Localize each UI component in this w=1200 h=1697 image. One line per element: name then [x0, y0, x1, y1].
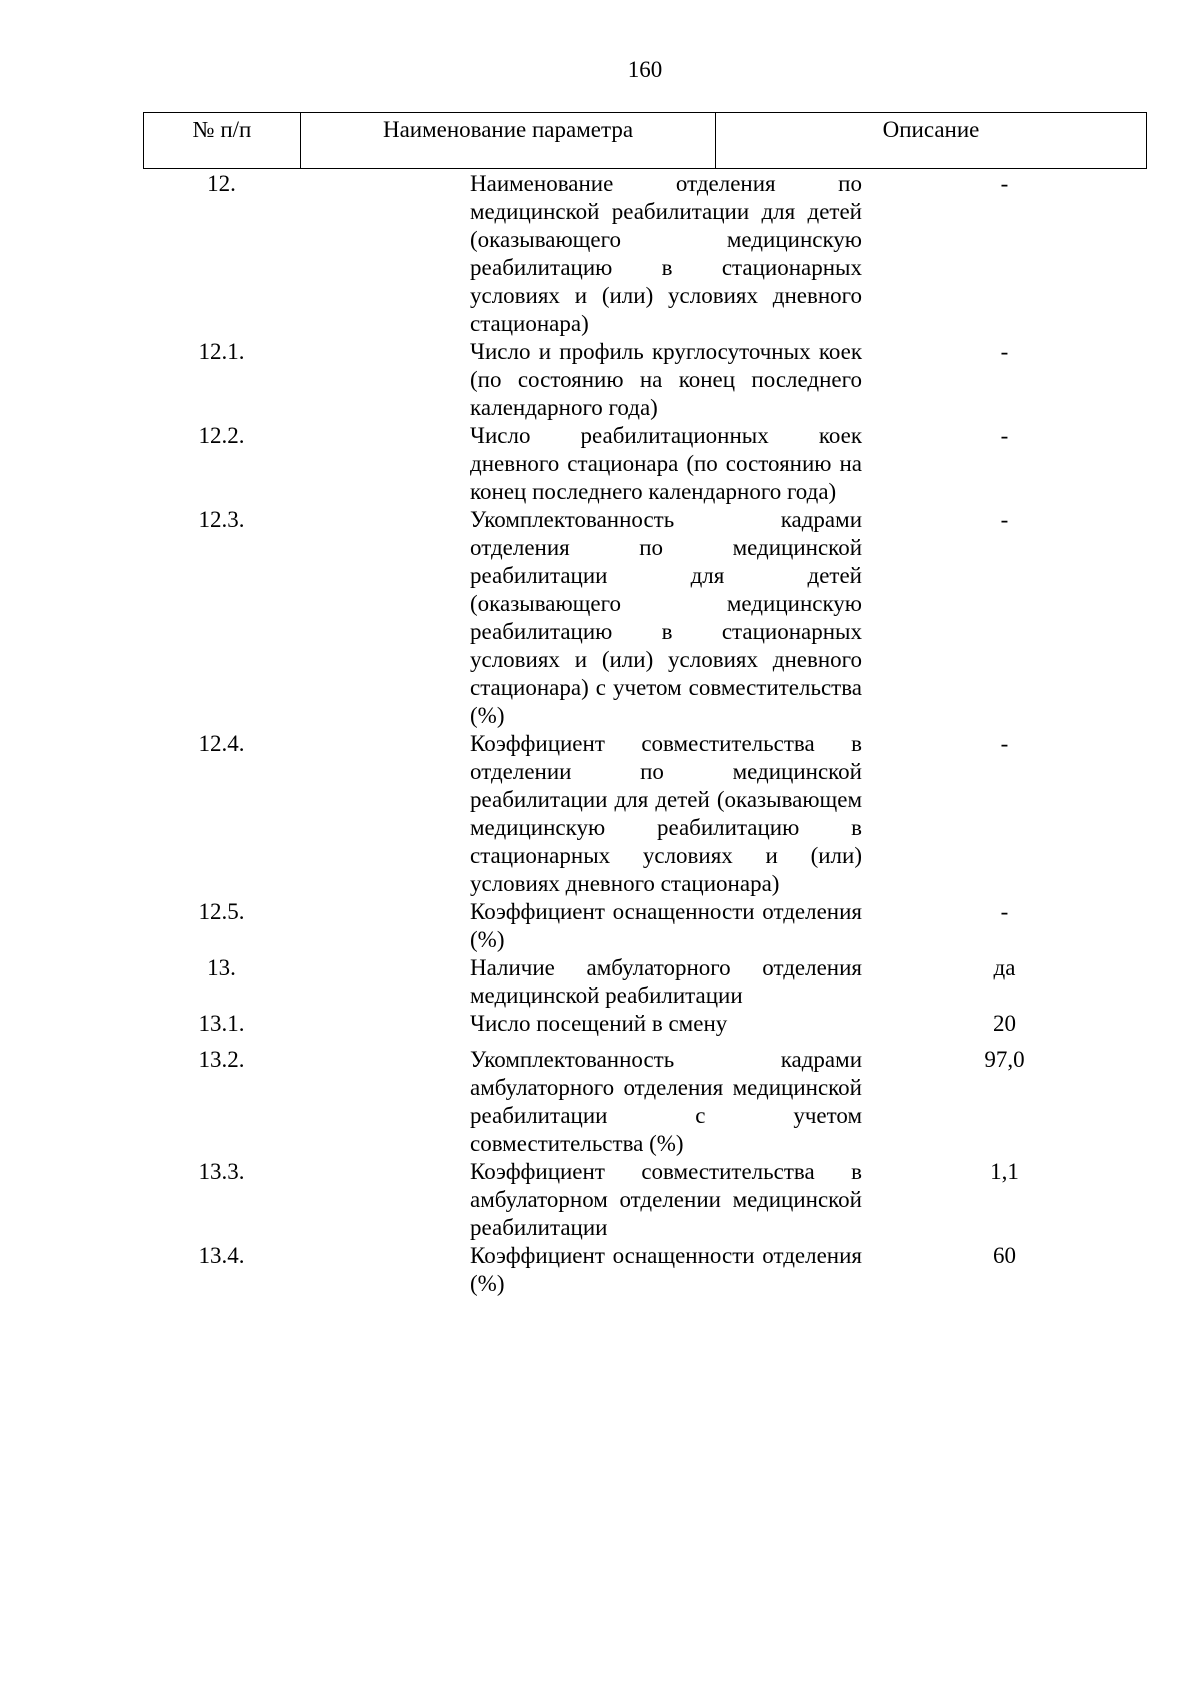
row-name: Число и профиль круглосуточных коек (по состоянию на конец последнего календарного года): [470, 339, 862, 420]
row-number: 12.4.: [198, 731, 245, 756]
row-name: Коэффициент оснащенности отделения (%): [470, 1243, 862, 1296]
row-name: Число посещений в смену: [470, 1011, 728, 1036]
table-row: [143, 170, 1147, 338]
row-number: 13.1.: [198, 1011, 245, 1036]
table-header: [143, 112, 1147, 169]
row-number: 12.1.: [198, 339, 245, 364]
row-name: Наименование отделения по медицинской реабилитации для детей (оказывающего медицинскую реабилитацию в стационарных условиях и (или) условиях дневного стационара): [470, 171, 862, 336]
row-number: 12.5.: [198, 899, 245, 924]
row-name: Наличие амбулаторного отделения медицинской реабилитации: [470, 955, 862, 1008]
table-row: [143, 954, 1147, 1010]
table-row: [143, 338, 1147, 422]
row-description: -: [1000, 339, 1009, 364]
table-row: [143, 730, 1147, 898]
row-description: -: [1000, 423, 1009, 448]
row-name: Укомплектованность кадрами амбулаторного отделения медицинской реабилитации с учетом совместительства (%): [470, 1047, 862, 1156]
table-row: [143, 1046, 1147, 1158]
row-name: Коэффициент совместительства в отделении по медицинской реабилитации для детей (оказывающем медицинскую реабилитацию в стационарных условиях и (или) условиях дневного стационара): [470, 731, 862, 896]
row-number: 12.2.: [198, 423, 245, 448]
row-description: да: [993, 955, 1016, 980]
row-description: -: [1000, 899, 1009, 924]
row-description: 60: [993, 1243, 1016, 1268]
row-number: 13.: [207, 955, 236, 980]
table-row: [143, 1242, 1147, 1298]
header-number: № п/п: [144, 113, 301, 168]
table-row: [143, 506, 1147, 730]
row-description: -: [1000, 507, 1009, 532]
table-row: [143, 898, 1147, 954]
row-name: Число реабилитационных коек дневного стационара (по состоянию на конец последнего календарного года): [470, 423, 862, 504]
table-body: [143, 170, 1147, 1298]
table-row: [143, 1158, 1147, 1242]
table-row: [143, 422, 1147, 506]
row-number: 12.: [207, 171, 236, 196]
row-name: Укомплектованность кадрами отделения по медицинской реабилитации для детей (оказывающего медицинскую реабилитацию в стационарных условиях и (или) условиях дневного стационара) с учетом совместительства (%): [470, 507, 862, 728]
row-number: 12.3.: [198, 507, 245, 532]
page-number: 160: [627, 57, 663, 82]
header-name: Наименование параметра: [301, 113, 716, 168]
table-row: [143, 1010, 1147, 1038]
row-number: 13.3.: [198, 1159, 245, 1184]
row-name: Коэффициент совместительства в амбулаторном отделении медицинской реабилитации: [470, 1159, 862, 1240]
row-description: 1,1: [990, 1159, 1019, 1184]
row-description: -: [1000, 171, 1009, 196]
row-description: 97,0: [984, 1047, 1025, 1072]
row-description: -: [1000, 731, 1009, 756]
row-number: 13.4.: [198, 1243, 245, 1268]
header-description: Описание: [882, 117, 980, 142]
row-number: 13.2.: [198, 1047, 245, 1072]
row-name: Коэффициент оснащенности отделения (%): [470, 899, 862, 952]
row-description: 20: [993, 1011, 1016, 1036]
